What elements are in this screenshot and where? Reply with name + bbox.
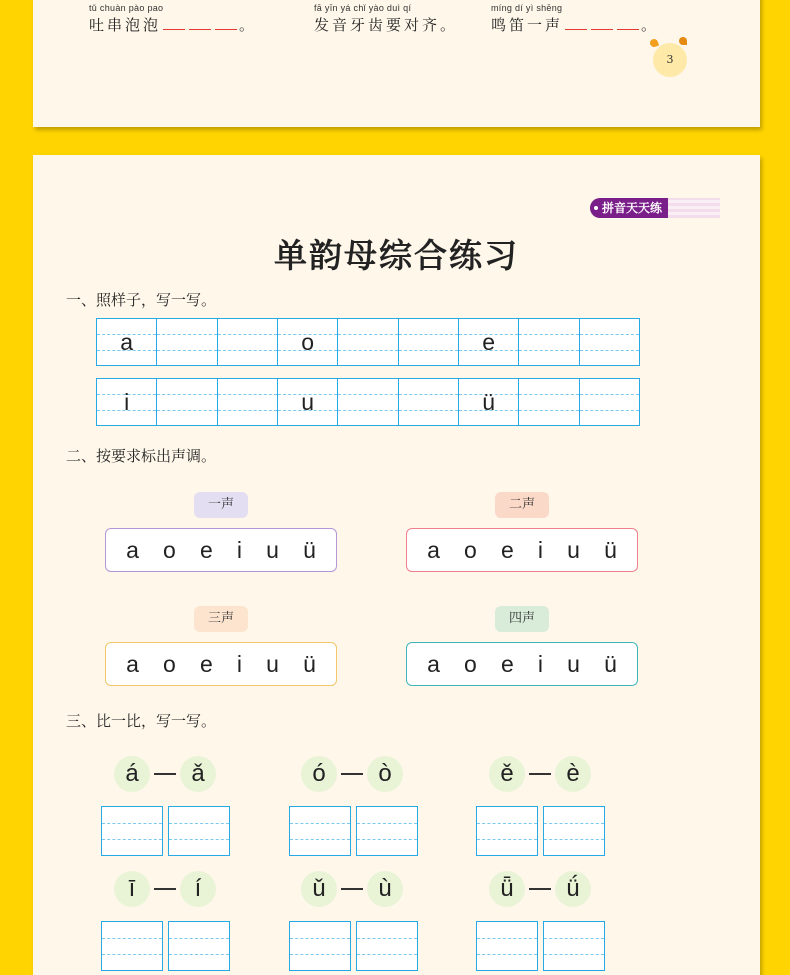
vowel[interactable]: i: [236, 650, 242, 677]
vowel[interactable]: e: [199, 536, 213, 563]
tone-box-3[interactable]: [105, 642, 337, 686]
compare-pair-5: [301, 871, 403, 907]
pinyin-text: míng dí yì shēng: [491, 3, 563, 13]
vowel[interactable]: o: [163, 650, 176, 677]
worksheet-page: [33, 155, 760, 975]
write-boxes-6: [476, 921, 605, 971]
write-box[interactable]: [356, 921, 418, 971]
grid-cell[interactable]: [157, 379, 217, 425]
answer-blank[interactable]: [565, 19, 587, 30]
vowel[interactable]: u: [567, 650, 580, 677]
tone-vowel-circle: ǘ: [555, 871, 591, 907]
write-box[interactable]: [101, 806, 163, 856]
grid-cell[interactable]: [157, 319, 217, 365]
tone-vowel-circle: ǖ: [489, 871, 525, 907]
vowel[interactable]: i: [537, 536, 543, 563]
answer-blank[interactable]: [163, 19, 185, 30]
vowel[interactable]: o: [163, 536, 176, 563]
vowel[interactable]: e: [500, 536, 514, 563]
compare-pair-1: [114, 756, 216, 792]
write-box[interactable]: [168, 921, 230, 971]
vowel[interactable]: i: [236, 536, 242, 563]
grid-cell[interactable]: u: [278, 379, 338, 425]
grid-cell[interactable]: a: [97, 319, 157, 365]
grid-cell[interactable]: o: [278, 319, 338, 365]
grid-cell[interactable]: [338, 379, 398, 425]
tone-label-3: 三声: [194, 606, 248, 632]
grid-cell[interactable]: [519, 379, 579, 425]
vowel[interactable]: o: [464, 536, 477, 563]
vowel[interactable]: i: [537, 650, 543, 677]
tone-vowel-circle: ù: [367, 871, 403, 907]
vowel[interactable]: a: [126, 650, 139, 677]
grid-cell[interactable]: [580, 319, 639, 365]
tone-vowel-circle: ǔ: [301, 871, 337, 907]
vowel[interactable]: u: [266, 536, 279, 563]
tone-box-2[interactable]: [406, 528, 638, 572]
tone-box-4[interactable]: [406, 642, 638, 686]
dash-divider: [341, 888, 363, 890]
tone-label-2: 二声: [495, 492, 549, 518]
write-boxes-3: [476, 806, 605, 856]
tag-decoration: [668, 198, 720, 218]
write-box[interactable]: [543, 806, 605, 856]
vowel[interactable]: u: [567, 536, 580, 563]
compare-pair-2: [301, 756, 403, 792]
grid-cell[interactable]: [519, 319, 579, 365]
write-box[interactable]: [543, 921, 605, 971]
pinyin-phrase-1: [89, 3, 257, 35]
answer-blank[interactable]: [591, 19, 613, 30]
write-box[interactable]: [356, 806, 418, 856]
grid-cell[interactable]: ü: [459, 379, 519, 425]
hanzi-text: 吐串泡泡: [89, 16, 162, 34]
write-boxes-5: [289, 921, 418, 971]
write-boxes-4: [101, 921, 230, 971]
vowel[interactable]: ü: [604, 650, 617, 677]
pinyin-phrase-3: [491, 3, 659, 35]
hanzi-text: 鸣笛一声: [491, 16, 564, 34]
section-3-heading: 三、比一比，写一写。: [66, 713, 217, 730]
vowel[interactable]: a: [427, 536, 440, 563]
tone-vowel-circle: í: [180, 871, 216, 907]
dash-divider: [154, 888, 176, 890]
grid-cell[interactable]: [338, 319, 398, 365]
dash-divider: [154, 773, 176, 775]
tone-vowel-circle: ǎ: [180, 756, 216, 792]
writing-grid-row-1: [96, 318, 640, 366]
dash-divider: [529, 888, 551, 890]
write-box[interactable]: [476, 806, 538, 856]
tone-vowel-circle: ī: [114, 871, 150, 907]
write-box[interactable]: [289, 806, 351, 856]
vowel[interactable]: a: [126, 536, 139, 563]
write-box[interactable]: [289, 921, 351, 971]
pinyin-phrase-2: [314, 3, 458, 35]
series-tag: [590, 198, 720, 218]
write-box[interactable]: [168, 806, 230, 856]
writing-grid-row-2: [96, 378, 640, 426]
tone-vowel-circle: á: [114, 756, 150, 792]
grid-cell[interactable]: [218, 379, 278, 425]
grid-cell[interactable]: i: [97, 379, 157, 425]
previous-page: [33, 0, 760, 127]
tone-vowel-circle: ò: [367, 756, 403, 792]
pinyin-text: tǔ chuàn pào pao: [89, 3, 164, 13]
hanzi-text: 发音牙齿要对齐。: [314, 16, 459, 34]
tone-vowel-circle: ó: [301, 756, 337, 792]
grid-cell[interactable]: e: [459, 319, 519, 365]
write-box[interactable]: [476, 921, 538, 971]
write-boxes-1: [101, 806, 230, 856]
section-1-heading: 一、照样子，写一写。: [66, 292, 217, 309]
grid-cell[interactable]: [218, 319, 278, 365]
page-number: 3: [653, 43, 687, 77]
compare-pair-3: [489, 756, 591, 792]
compare-pair-6: [489, 871, 591, 907]
bullet-icon: [594, 206, 598, 210]
vowel[interactable]: ü: [303, 536, 316, 563]
vowel[interactable]: a: [427, 650, 440, 677]
grid-cell[interactable]: [580, 379, 639, 425]
answer-blank[interactable]: [189, 19, 211, 30]
compare-pair-4: [114, 871, 216, 907]
tag-label: 拼音天天练: [602, 201, 663, 215]
vowel[interactable]: ü: [604, 536, 617, 563]
write-boxes-2: [289, 806, 418, 856]
vowel[interactable]: ü: [303, 650, 316, 677]
tone-vowel-circle: ě: [489, 756, 525, 792]
vowel[interactable]: o: [464, 650, 477, 677]
period: 。: [239, 16, 258, 34]
dash-divider: [341, 773, 363, 775]
tiger-mascot-icon: [653, 43, 687, 77]
tone-label-4: 四声: [495, 606, 549, 632]
vowel[interactable]: e: [500, 650, 514, 677]
tone-label-1: 一声: [194, 492, 248, 518]
vowel[interactable]: u: [266, 650, 279, 677]
answer-blank[interactable]: [215, 19, 237, 30]
tone-box-1[interactable]: [105, 528, 337, 572]
grid-cell[interactable]: [399, 319, 459, 365]
period: 。: [641, 16, 660, 34]
vowel[interactable]: e: [199, 650, 213, 677]
section-2-heading: 二、按要求标出声调。: [66, 448, 217, 465]
pinyin-text: fā yīn yá chǐ yào duì qí: [314, 3, 412, 13]
page-title: 单韵母综合练习: [274, 236, 519, 275]
tone-vowel-circle: è: [555, 756, 591, 792]
write-box[interactable]: [101, 921, 163, 971]
grid-cell[interactable]: [399, 379, 459, 425]
answer-blank[interactable]: [617, 19, 639, 30]
dash-divider: [529, 773, 551, 775]
